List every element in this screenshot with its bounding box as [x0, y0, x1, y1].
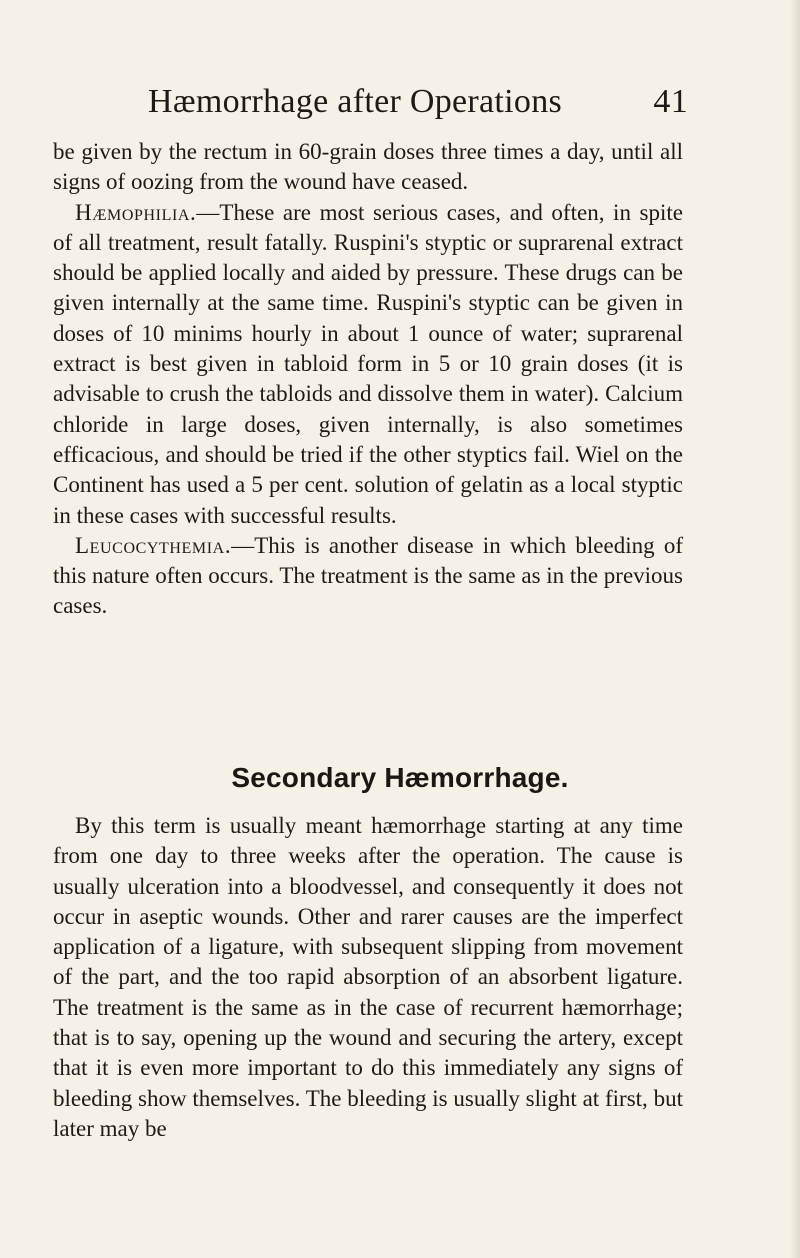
body-text-bottom [53, 811, 683, 1144]
paragraph-leucocythemia [53, 531, 683, 622]
paragraph-text: By this term is usually meant hæmorrhage starting at any time from one day to three weeks after the operation. The cause is usually ulceration into a bloodvessel, and consequently it does not occur in aseptic wounds. Other and rarer causes are the imperfect application of a ligature, with subsequent slipping from movement of the part, and the too rapid absorption of an absorbent ligature. The treatment is the same as in the case of recurrent hæmorrhage; that is to say, opening up the wound and securing the artery, except that it is even more important to do this immediately any signs of bleeding show themselves. The bleeding is usually slight at first, but later may be [53, 813, 683, 1141]
paragraph-continuation [53, 137, 683, 198]
section-heading: Secondary Hæmorrhage. [231, 762, 569, 793]
paragraph-text: —This is another disease in which bleeding of this nature often occurs. The treatment is the same as in the previous cases. [53, 532, 683, 619]
paragraph-secondary-haemorrhage [53, 811, 683, 1144]
paragraph-text: be given by the rectum in 60-grain doses three times a day, until all signs of oozing from the wound have ceased. [53, 139, 683, 195]
page-number: 41 [653, 83, 688, 120]
paragraph-lead-leucocythemia: Leucocythemia. [75, 532, 232, 558]
paragraph-lead-haemophilia: Hæmophilia. [75, 199, 197, 225]
paragraph-text: —These are most serious cases, and often, in spite of all treatment, result fatally. Ruspini's styptic or suprarenal extract should be applied locally and aided by pressure. These drugs can be given internally at the same time. Ruspini's styptic can be given in doses of 10 minims hourly in about 1 ounce of water; suprarenal extract is best given in tabloid form in 5 or 10 grain doses (it is advisable to crush the tabloids and dissolve them in water). Calcium chloride in large doses, given internally, is also sometimes efficacious, and should be tried if the other styptics fail. Wiel on the Continent has used a 5 per cent. solution of gelatin as a local styptic in these cases with successful results. [53, 199, 683, 528]
paragraph-haemophilia [53, 198, 683, 531]
body-text-top [53, 137, 683, 622]
page-edge-shadow [790, 0, 800, 1258]
running-head [148, 80, 688, 124]
running-title: Hæmorrhage after Operations [148, 83, 563, 120]
